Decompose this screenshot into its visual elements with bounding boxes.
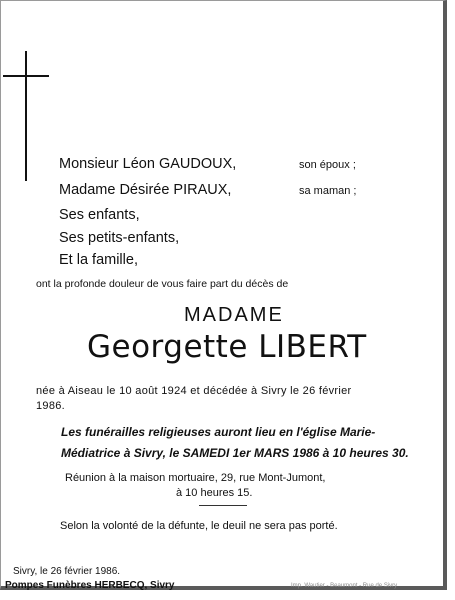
family-spouse-name: Monsieur Léon GAUDOUX, bbox=[59, 156, 237, 172]
announcement-intro: ont la profonde douleur de vous faire part du décès de bbox=[36, 278, 289, 290]
bio-line-1: née à Aiseau le 10 août 1924 et décédée à Sivry le 26 février bbox=[36, 385, 352, 397]
reunion-line-2: à 10 heures 15. bbox=[176, 487, 253, 499]
funeral-line-2: Médiatrice à Sivry, le SAMEDI 1er MARS 1986 à 10 heures 30. bbox=[61, 446, 409, 460]
section-separator bbox=[199, 505, 247, 506]
reunion-line-1: Réunion à la maison mortuaire, 29, rue Mont-Jumont, bbox=[65, 472, 326, 484]
place-date: Sivry, le 26 février 1986. bbox=[13, 566, 121, 577]
family-children: Ses enfants, bbox=[59, 207, 140, 223]
printer-note: Imp. Wautier - Beaumont - Rue de Sivry bbox=[291, 583, 398, 589]
funeral-line-1: Les funérailles religieuses auront lieu en l'église Marie- bbox=[61, 425, 376, 439]
mourning-note: Selon la volonté de la défunte, le deuil ne sera pas porté. bbox=[60, 520, 338, 532]
family-grandchildren: Ses petits-enfants, bbox=[59, 230, 180, 246]
cross-horizontal-bar bbox=[3, 75, 49, 77]
deceased-title: MADAME bbox=[184, 304, 284, 326]
family-spouse-relation: son époux ; bbox=[299, 159, 356, 171]
family-and-family: Et la famille, bbox=[59, 252, 138, 268]
family-mother-relation: sa maman ; bbox=[299, 185, 357, 197]
family-mother-name: Madame Désirée PIRAUX, bbox=[59, 182, 232, 198]
cross-vertical-bar bbox=[25, 51, 27, 181]
deceased-name: Georgette LIBERT bbox=[87, 329, 367, 365]
bio-line-2: 1986. bbox=[36, 400, 66, 412]
funeral-home: Pompes Funèbres HERBECQ, Sivry bbox=[5, 580, 175, 591]
